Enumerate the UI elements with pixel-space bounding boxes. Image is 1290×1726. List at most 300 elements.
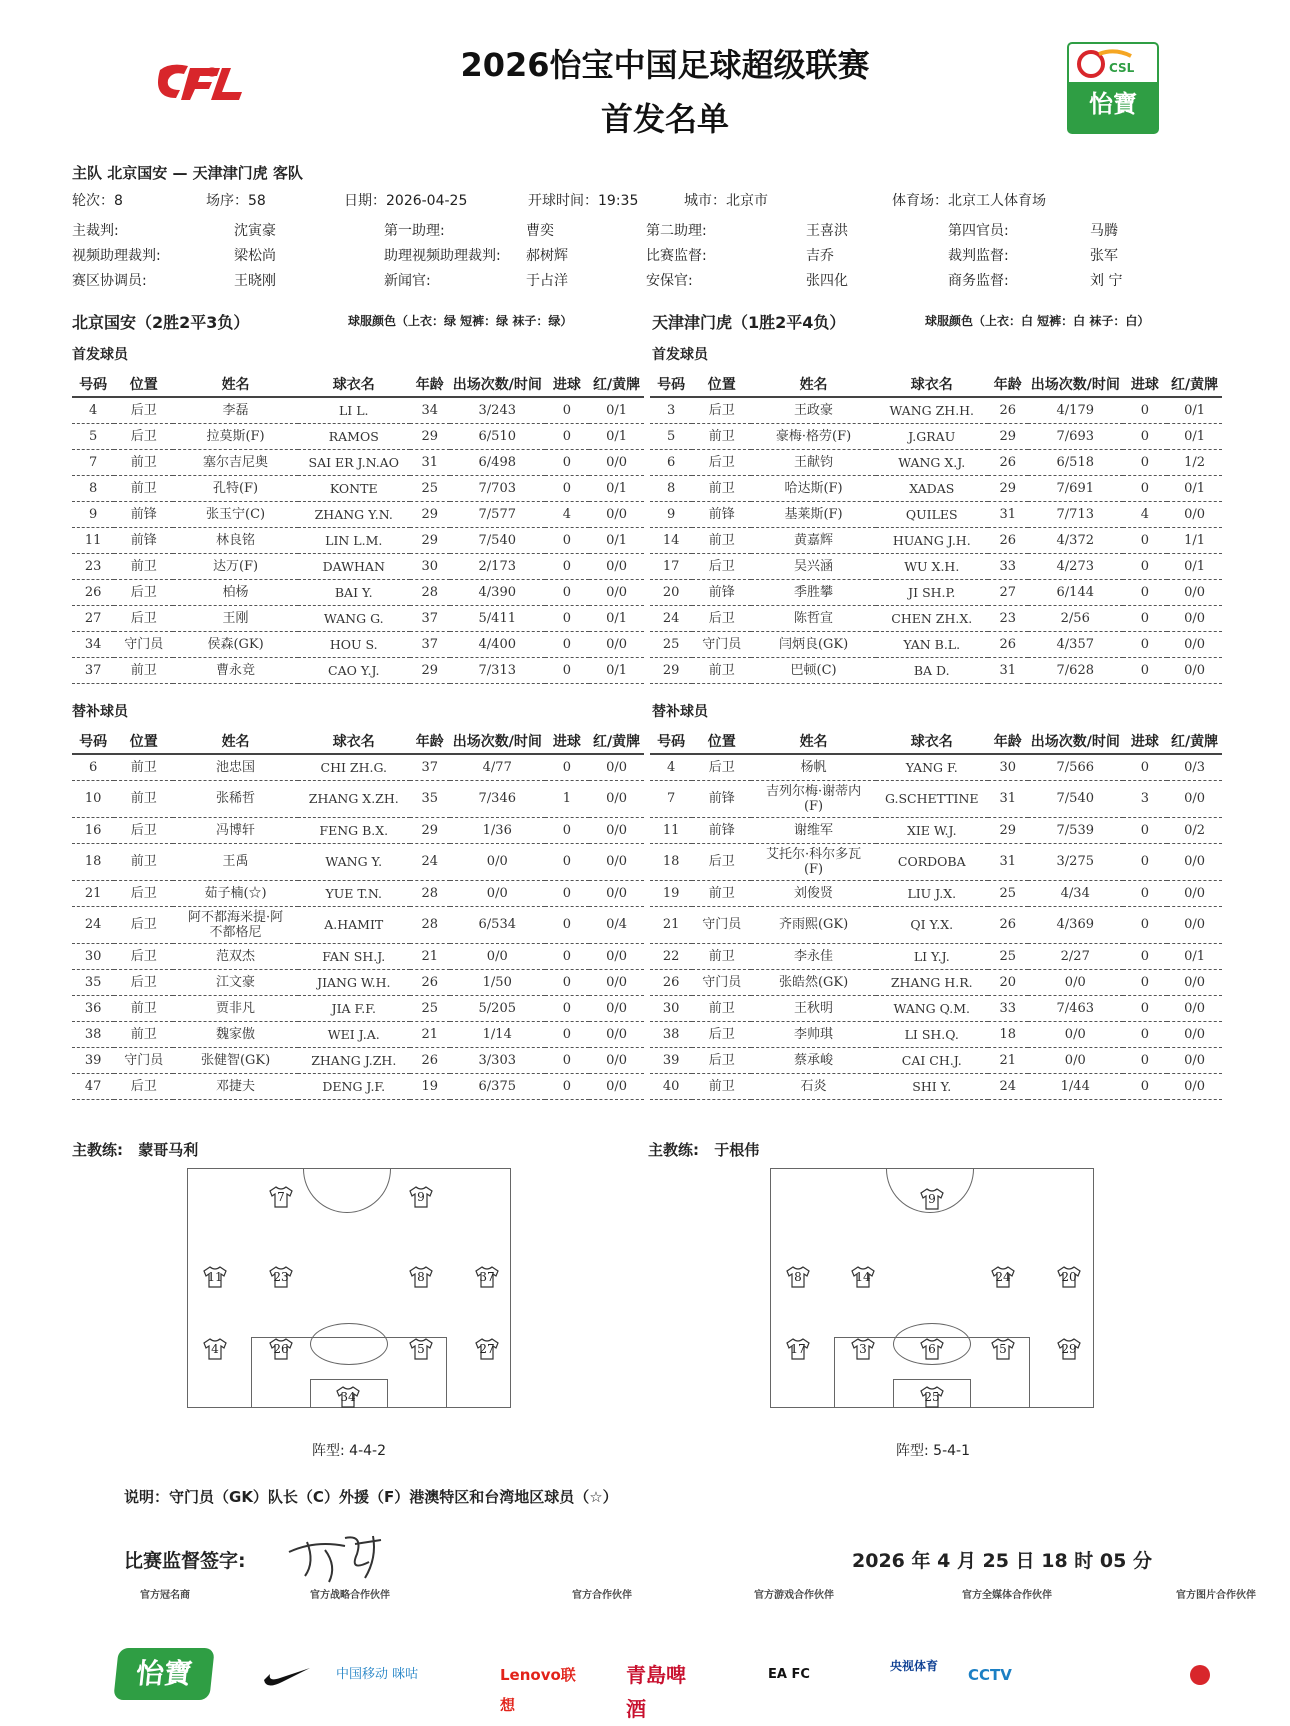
table-cell: 张玉宁(C) <box>173 501 298 527</box>
table-cell: 守门员 <box>114 631 173 657</box>
player-shirt-icon <box>474 1266 500 1288</box>
table-cell: 5/411 <box>450 605 545 631</box>
table-cell: 茹子楠(☆) <box>173 880 298 906</box>
official-label: 商务监督: <box>948 273 1009 289</box>
table-cell: 后卫 <box>114 880 173 906</box>
table-row <box>72 449 644 475</box>
player-shirt-icon <box>785 1266 811 1288</box>
table-cell: ZHANG Y.N. <box>298 501 410 527</box>
table-cell: 0 <box>545 579 589 605</box>
table-cell: 0/3 <box>1167 754 1222 780</box>
home-coach-label: 主教练: <box>72 1141 123 1159</box>
table-cell: 0/0 <box>589 880 644 906</box>
table-cell: 6 <box>650 449 692 475</box>
table-cell: 侯森(GK) <box>173 631 298 657</box>
player-shirt-icon <box>919 1386 945 1408</box>
table-row <box>72 579 644 605</box>
table-cell: 7/313 <box>450 657 545 683</box>
sponsor-eafc-text: EA FC <box>768 1667 810 1682</box>
table-cell: QUILES <box>876 501 988 527</box>
player-shirt-icon <box>268 1186 294 1208</box>
table-row <box>72 880 644 906</box>
table-row <box>650 1021 1222 1047</box>
table-cell: 29 <box>988 817 1028 843</box>
table-row <box>650 423 1222 449</box>
sponsor-cctv-text: CCTV <box>968 1666 1012 1684</box>
table-cell: YANG F. <box>876 754 988 780</box>
official-label: 第一助理: <box>384 223 445 239</box>
table-cell: LI SH.Q. <box>876 1021 988 1047</box>
shirt-number: 14 <box>855 1270 871 1284</box>
table-cell: 王秋明 <box>751 995 876 1021</box>
table-cell: 24 <box>988 1073 1028 1099</box>
column-header: 进球 <box>545 372 589 397</box>
table-cell: 31 <box>988 780 1028 817</box>
table-cell: 0 <box>1123 579 1167 605</box>
table-cell: WANG X.J. <box>876 449 988 475</box>
table-cell: 谢维军 <box>751 817 876 843</box>
shirt-number: 7 <box>277 1190 285 1204</box>
table-cell: 前卫 <box>114 843 173 880</box>
table-cell: 0/0 <box>589 449 644 475</box>
table-cell: 0 <box>1123 449 1167 475</box>
table-cell: 19 <box>650 880 692 906</box>
table-cell: CHI ZH.G. <box>298 754 410 780</box>
table-cell: CHEN ZH.X. <box>876 605 988 631</box>
table-cell: 7/713 <box>1028 501 1123 527</box>
table-cell: 0/0 <box>1167 1073 1222 1099</box>
player-shirt-icon <box>408 1186 434 1208</box>
table-cell: 4 <box>650 754 692 780</box>
table-cell: 阿不都海米提·阿不都格尼 <box>173 906 298 943</box>
table-cell: 4/34 <box>1028 880 1123 906</box>
table-row <box>72 527 644 553</box>
table-cell: 0/1 <box>1167 423 1222 449</box>
table-cell: 0 <box>545 843 589 880</box>
table-cell: 30 <box>650 995 692 1021</box>
table-cell: 31 <box>410 449 450 475</box>
table-cell: 29 <box>410 423 450 449</box>
table-cell: 21 <box>650 906 692 943</box>
column-header: 年龄 <box>988 729 1028 754</box>
column-header: 红/黄牌 <box>1167 372 1222 397</box>
table-cell: 0/0 <box>450 843 545 880</box>
table-cell: 前卫 <box>114 1021 173 1047</box>
table-row <box>650 817 1222 843</box>
column-header: 红/黄牌 <box>589 372 644 397</box>
table-cell: LI L. <box>298 397 410 423</box>
partner-label: 官方全媒体合作伙伴 <box>962 1590 1052 1601</box>
table-cell: 7/540 <box>450 527 545 553</box>
table-cell: 江文豪 <box>173 969 298 995</box>
table-cell: 0/0 <box>589 1021 644 1047</box>
legend-note: 说明：守门员（GK）队长（C）外援（F）港澳特区和台湾地区球员（☆） <box>124 1488 618 1506</box>
table-cell: 0 <box>1123 397 1167 423</box>
table-cell: 0 <box>1123 754 1167 780</box>
table-cell: 0 <box>545 631 589 657</box>
table-cell: 王政豪 <box>751 397 876 423</box>
home-formation-pitch <box>187 1168 511 1408</box>
match-date: 日期：2026-04-25 <box>344 193 468 209</box>
table-cell: 池忠国 <box>173 754 298 780</box>
table-cell: 3 <box>650 397 692 423</box>
table-cell: 前卫 <box>692 657 751 683</box>
table-cell: 0 <box>545 969 589 995</box>
table-cell: 4/390 <box>450 579 545 605</box>
table-cell: 0 <box>545 943 589 969</box>
table-row <box>72 780 644 817</box>
table-cell: 0/0 <box>589 780 644 817</box>
table-cell: ZHANG H.R. <box>876 969 988 995</box>
table-cell: LI Y.J. <box>876 943 988 969</box>
partner-label: 官方图片合作伙伴 <box>1176 1590 1256 1601</box>
table-cell: YAN B.L. <box>876 631 988 657</box>
table-cell: 前锋 <box>692 501 751 527</box>
table-cell: 0 <box>1123 1047 1167 1073</box>
table-cell: 0 <box>1123 817 1167 843</box>
official-label: 第四官员: <box>948 223 1009 239</box>
table-cell: 1/1 <box>1167 527 1222 553</box>
table-cell: 7/577 <box>450 501 545 527</box>
table-cell: 6/144 <box>1028 579 1123 605</box>
table-cell: 11 <box>72 527 114 553</box>
table-cell: 0/0 <box>1167 1021 1222 1047</box>
table-cell: 张皓然(GK) <box>751 969 876 995</box>
table-cell: 达万(F) <box>173 553 298 579</box>
player-shirt-icon <box>990 1338 1016 1360</box>
table-row <box>650 449 1222 475</box>
official-name: 马腾 <box>1090 223 1118 239</box>
table-cell: CORDOBA <box>876 843 988 880</box>
table-cell: WANG Y. <box>298 843 410 880</box>
table-cell: 0/4 <box>589 906 644 943</box>
column-header: 号码 <box>72 372 114 397</box>
table-cell: 33 <box>988 553 1028 579</box>
table-cell: 29 <box>410 527 450 553</box>
table-cell: LIU J.X. <box>876 880 988 906</box>
table-cell: 0 <box>1123 943 1167 969</box>
table-cell: 李帅琪 <box>751 1021 876 1047</box>
table-cell: 4 <box>545 501 589 527</box>
csl-logo <box>1067 42 1159 134</box>
shirt-number: 3 <box>859 1342 867 1356</box>
table-row <box>650 880 1222 906</box>
table-cell: 黄嘉辉 <box>751 527 876 553</box>
table-cell: 吉列尔梅·谢蒂内(F) <box>751 780 876 817</box>
table-cell: 前卫 <box>692 1073 751 1099</box>
table-cell: 39 <box>650 1047 692 1073</box>
table-row <box>72 423 644 449</box>
table-cell: 1/50 <box>450 969 545 995</box>
table-cell: 守门员 <box>114 1047 173 1073</box>
table-cell: CAI CH.J. <box>876 1047 988 1073</box>
table-cell: 4/273 <box>1028 553 1123 579</box>
table-cell: 贾非凡 <box>173 995 298 1021</box>
table-cell: 7/463 <box>1028 995 1123 1021</box>
table-cell: 0/0 <box>450 880 545 906</box>
table-cell: 后卫 <box>114 397 173 423</box>
table-cell: 28 <box>410 906 450 943</box>
table-cell: 守门员 <box>692 969 751 995</box>
official-label: 安保官: <box>646 273 693 289</box>
away-team-name: 天津津门虎（1胜2平4负） <box>652 313 846 332</box>
table-cell: 范双杰 <box>173 943 298 969</box>
table-cell: 0 <box>1123 969 1167 995</box>
table-cell: QI Y.X. <box>876 906 988 943</box>
table-cell: 4/357 <box>1028 631 1123 657</box>
table-row <box>72 1047 644 1073</box>
table-cell: 前锋 <box>692 579 751 605</box>
table-cell: 1 <box>545 780 589 817</box>
table-cell: 19 <box>410 1073 450 1099</box>
kickoff-time: 开球时间：19:35 <box>528 193 639 209</box>
table-cell: 2/173 <box>450 553 545 579</box>
column-header: 球衣名 <box>876 729 988 754</box>
home-subs-table <box>72 729 644 1100</box>
official-name: 王喜洪 <box>806 223 848 239</box>
table-cell: 0/0 <box>1028 969 1123 995</box>
column-header: 号码 <box>650 729 692 754</box>
table-cell: ZHANG J.ZH. <box>298 1047 410 1073</box>
column-header: 年龄 <box>988 372 1028 397</box>
shirt-number: 5 <box>417 1342 425 1356</box>
table-cell: 0/0 <box>589 843 644 880</box>
table-cell: RAMOS <box>298 423 410 449</box>
table-cell: 27 <box>72 605 114 631</box>
table-cell: 0 <box>545 657 589 683</box>
table-row <box>650 553 1222 579</box>
table-cell: 后卫 <box>114 1073 173 1099</box>
home-kit-colors: 球服颜色（上衣：绿 短裤：绿 袜子：绿） <box>348 314 573 328</box>
page-subtitle: 首发名单 <box>600 100 729 138</box>
official-label: 裁判监督: <box>948 248 1009 264</box>
table-row <box>72 657 644 683</box>
table-row <box>72 1021 644 1047</box>
table-cell: 后卫 <box>114 943 173 969</box>
table-cell: 0 <box>1123 1021 1167 1047</box>
table-row <box>72 397 644 423</box>
table-cell: 30 <box>72 943 114 969</box>
official-label: 主裁判: <box>72 223 119 239</box>
shirt-number: 4 <box>211 1342 219 1356</box>
home-coach <box>72 1139 198 1160</box>
table-cell: 7/566 <box>1028 754 1123 780</box>
table-cell: 8 <box>72 475 114 501</box>
table-cell: 37 <box>410 754 450 780</box>
shirt-number: 17 <box>790 1342 806 1356</box>
table-cell: 林良铭 <box>173 527 298 553</box>
table-cell: 29 <box>988 475 1028 501</box>
table-cell: 李磊 <box>173 397 298 423</box>
table-row <box>72 605 644 631</box>
table-cell: 5 <box>650 423 692 449</box>
table-cell: 24 <box>650 605 692 631</box>
partner-label: 官方战略合作伙伴 <box>310 1590 390 1601</box>
table-cell: 0/1 <box>1167 475 1222 501</box>
column-header: 姓名 <box>751 729 876 754</box>
table-cell: 柏杨 <box>173 579 298 605</box>
table-cell: 杨帆 <box>751 754 876 780</box>
sponsor-cctv-sports-text: 央视体育 <box>890 1659 939 1673</box>
table-cell: 魏家傲 <box>173 1021 298 1047</box>
table-cell: 0 <box>1123 605 1167 631</box>
table-row <box>650 397 1222 423</box>
table-cell: 4/179 <box>1028 397 1123 423</box>
official-name: 于占洋 <box>526 273 568 289</box>
table-cell: 前卫 <box>114 754 173 780</box>
table-cell: 0/0 <box>1167 1047 1222 1073</box>
table-cell: 0/0 <box>589 969 644 995</box>
table-cell: 0 <box>1123 880 1167 906</box>
table-cell: 36 <box>72 995 114 1021</box>
sponsor-cctv-sports-logo <box>890 1658 970 1692</box>
table-cell: 后卫 <box>692 605 751 631</box>
table-cell: 0 <box>1123 906 1167 943</box>
table-cell: JI SH.P. <box>876 579 988 605</box>
table-cell: 后卫 <box>114 605 173 631</box>
shirt-number: 9 <box>928 1192 936 1206</box>
away-coach-name: 于根伟 <box>714 1141 760 1159</box>
match-number: 场序：58 <box>206 193 266 209</box>
table-cell: 26 <box>72 579 114 605</box>
table-cell: 后卫 <box>692 1021 751 1047</box>
table-cell: 陈哲宣 <box>751 605 876 631</box>
table-cell: 7/540 <box>1028 780 1123 817</box>
partner-label: 官方游戏合作伙伴 <box>754 1590 834 1601</box>
sponsor-lenovo-logo <box>500 1660 588 1714</box>
column-header: 出场次数/时间 <box>450 372 545 397</box>
table-cell: 20 <box>988 969 1028 995</box>
column-header: 位置 <box>692 729 751 754</box>
home-subs-label: 替补球员 <box>72 704 128 720</box>
away-kit-colors: 球服颜色（上衣：白 短裤：白 袜子：白） <box>925 314 1150 328</box>
home-team-name: 北京国安（2胜2平3负） <box>72 313 250 332</box>
table-cell: 27 <box>988 579 1028 605</box>
table-cell: 前卫 <box>114 449 173 475</box>
table-row <box>650 605 1222 631</box>
table-cell: 0/0 <box>589 579 644 605</box>
csl-logo-brand: 怡寶 <box>1069 82 1157 132</box>
table-cell: 0 <box>545 553 589 579</box>
table-cell: 0/0 <box>450 943 545 969</box>
table-row <box>72 754 644 780</box>
sponsor-partial-logo <box>1186 1660 1226 1690</box>
shirt-number: 23 <box>273 1270 289 1284</box>
table-cell: 1/44 <box>1028 1073 1123 1099</box>
table-cell: 4/400 <box>450 631 545 657</box>
table-cell: 0/0 <box>589 1073 644 1099</box>
table-cell: 前锋 <box>692 780 751 817</box>
table-cell: 后卫 <box>114 579 173 605</box>
table-cell: WANG ZH.H. <box>876 397 988 423</box>
table-cell: HUANG J.H. <box>876 527 988 553</box>
home-starters-label: 首发球员 <box>72 347 128 363</box>
table-cell: 22 <box>650 943 692 969</box>
table-row <box>650 475 1222 501</box>
official-name: 郝树辉 <box>526 248 568 264</box>
table-cell: 26 <box>650 969 692 995</box>
official-name: 刘 宁 <box>1090 273 1123 289</box>
table-cell: 29 <box>410 817 450 843</box>
table-cell: 0 <box>545 995 589 1021</box>
table-cell: 4/372 <box>1028 527 1123 553</box>
table-cell: 38 <box>650 1021 692 1047</box>
table-cell: 0 <box>1123 1073 1167 1099</box>
table-cell: 0/0 <box>1167 880 1222 906</box>
table-cell: 26 <box>988 397 1028 423</box>
table-cell: 17 <box>650 553 692 579</box>
table-cell: DAWHAN <box>298 553 410 579</box>
table-cell: 0 <box>1123 475 1167 501</box>
table-cell: 7/628 <box>1028 657 1123 683</box>
sponsor-nike-logo <box>262 1660 312 1690</box>
table-cell: WEI J.A. <box>298 1021 410 1047</box>
table-cell: 26 <box>988 906 1028 943</box>
table-cell: 4 <box>72 397 114 423</box>
shirt-number: 8 <box>417 1270 425 1284</box>
column-header: 号码 <box>72 729 114 754</box>
table-cell: 前卫 <box>692 880 751 906</box>
player-shirt-icon <box>202 1266 228 1288</box>
table-row <box>72 817 644 843</box>
table-cell: 7/693 <box>1028 423 1123 449</box>
table-cell: 5 <box>72 423 114 449</box>
table-cell: 33 <box>988 995 1028 1021</box>
table-cell: 李永佳 <box>751 943 876 969</box>
table-row <box>650 969 1222 995</box>
table-cell: WANG G. <box>298 605 410 631</box>
table-cell: 2/56 <box>1028 605 1123 631</box>
table-cell: 闫炳良(GK) <box>751 631 876 657</box>
column-header: 进球 <box>545 729 589 754</box>
table-cell: 21 <box>410 943 450 969</box>
table-cell: 18 <box>650 843 692 880</box>
table-cell: 巴顿(C) <box>751 657 876 683</box>
table-cell: 24 <box>410 843 450 880</box>
table-cell: 王刚 <box>173 605 298 631</box>
table-cell: 邓捷夫 <box>173 1073 298 1099</box>
table-cell: J.GRAU <box>876 423 988 449</box>
table-cell: 23 <box>72 553 114 579</box>
table-row <box>650 780 1222 817</box>
column-header: 出场次数/时间 <box>1028 729 1123 754</box>
table-cell: 23 <box>988 605 1028 631</box>
column-header: 球衣名 <box>298 372 410 397</box>
table-cell: 37 <box>410 631 450 657</box>
table-cell: 张稀哲 <box>173 780 298 817</box>
table-cell: 0/0 <box>1167 995 1222 1021</box>
away-subs-table <box>650 729 1222 1100</box>
table-cell: 前卫 <box>114 657 173 683</box>
table-row <box>72 995 644 1021</box>
table-cell: 0 <box>1123 657 1167 683</box>
official-name: 梁松尚 <box>234 248 276 264</box>
table-cell: 47 <box>72 1073 114 1099</box>
table-cell: 0/2 <box>1167 817 1222 843</box>
table-cell: 张健智(GK) <box>173 1047 298 1073</box>
player-shirt-icon <box>850 1266 876 1288</box>
table-cell: 0/0 <box>589 995 644 1021</box>
table-cell: 塞尔吉尼奥 <box>173 449 298 475</box>
table-cell: 11 <box>650 817 692 843</box>
player-shirt-icon <box>850 1338 876 1360</box>
city: 城市：北京市 <box>684 193 768 209</box>
table-cell: 16 <box>72 817 114 843</box>
table-cell: CAO Y.J. <box>298 657 410 683</box>
shirt-number: 34 <box>340 1390 356 1404</box>
table-cell: 石炎 <box>751 1073 876 1099</box>
sponsor-cctv-logo <box>968 1660 1068 1690</box>
